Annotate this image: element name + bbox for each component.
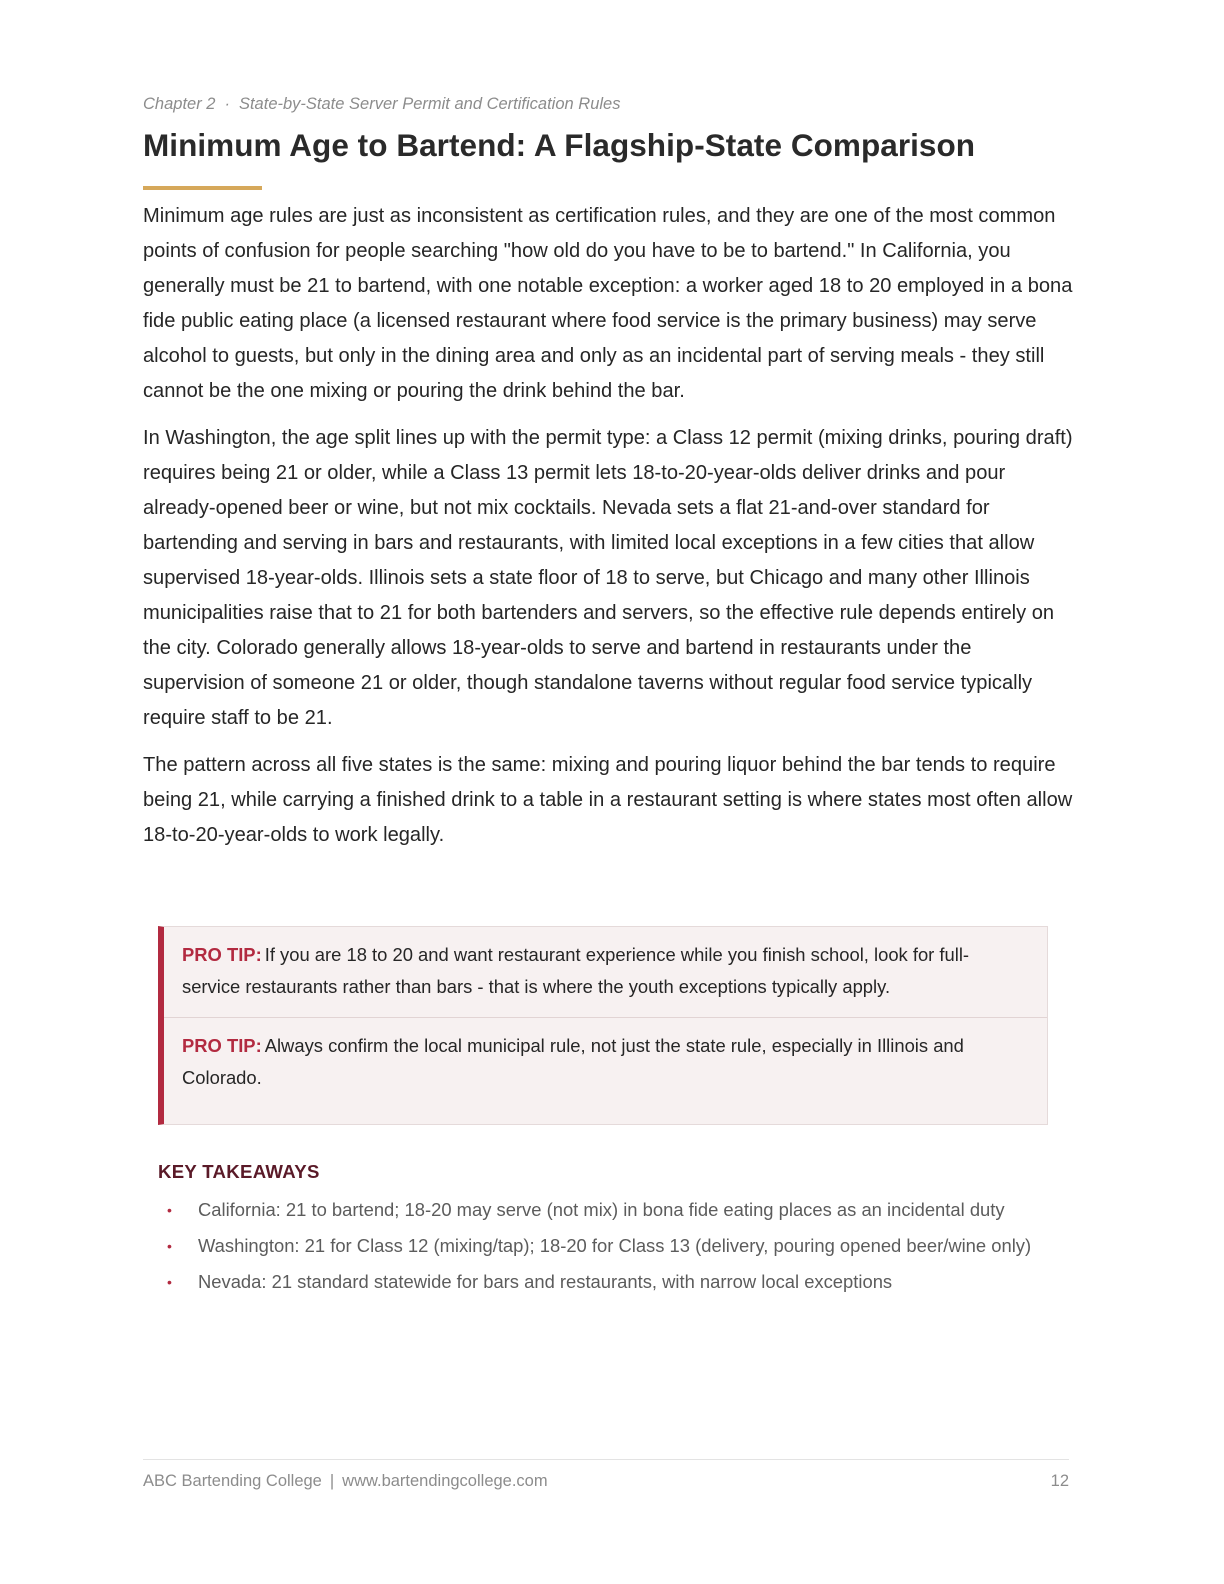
page-number: 12 xyxy=(1050,1472,1069,1490)
chapter-separator: · xyxy=(224,95,230,113)
key-takeaways-heading: KEY TAKEAWAYS xyxy=(158,1161,320,1182)
pro-tip-label: PRO TIP: xyxy=(182,1035,262,1056)
pro-tip xyxy=(164,927,1047,1003)
footer-divider xyxy=(143,1459,1069,1460)
title-accent-rule xyxy=(143,186,262,190)
pro-tip xyxy=(164,1017,1047,1094)
takeaway-text: Washington: 21 for Class 12 (mixing/tap); 18-20 for Class 13 (delivery, pouring opened beer/wine only) xyxy=(198,1235,1032,1256)
chapter-label: Chapter 2 xyxy=(143,95,216,113)
key-takeaways-list xyxy=(158,1194,1063,1302)
pro-tip-text: Always confirm the local municipal rule, not just the state rule, especially in Illinois and Colorado. xyxy=(182,1035,964,1088)
list-item xyxy=(158,1266,1063,1298)
footer-org: ABC Bartending College xyxy=(143,1472,322,1490)
pro-tip-text: If you are 18 to 20 and want restaurant experience while you finish school, look for full-service restaurants rather than bars - that is where the youth exceptions typically apply. xyxy=(182,944,970,997)
bullet-icon: • xyxy=(167,1238,172,1254)
bullet-icon: • xyxy=(167,1202,172,1218)
list-item xyxy=(158,1194,1063,1226)
pro-tip-label: PRO TIP: xyxy=(182,944,262,965)
page-title: Minimum Age to Bartend: A Flagship-State Comparison xyxy=(143,127,976,163)
bullet-icon: • xyxy=(167,1274,172,1290)
document-page xyxy=(143,0,1078,1584)
footer-url: www.bartendingcollege.com xyxy=(342,1472,548,1490)
list-item xyxy=(158,1230,1063,1262)
footer-credit xyxy=(143,1472,548,1491)
section-label: State-by-State Server Permit and Certification Rules xyxy=(238,95,621,113)
paragraph-intro: Minimum age rules are just as inconsistent as certification rules, and they are one of the most common points of confusion for people searching "how old do you have to be to bartend." In California, you generally must be 21 to bartend, with one notable exception: a worker aged 18 to 20 employed in a bona fide public eating place (a licensed restaurant where food service is the primary business) may serve alcohol to guests, but only in the dining area and only as an incidental part of serving meals - they still cannot be the one mixing or pouring the drink behind the bar. xyxy=(143,205,1073,402)
paragraph-states: In Washington, the age split lines up with the permit type: a Class 12 permit (mixing drinks, pouring draft) requires being 21 or older, while a Class 13 permit lets 18-to-20-year-olds deliver drinks and pour already-opened beer or wine, but not mix cocktails. Nevada sets a flat 21-and-over standard for bartending and serving in bars and restaurants, with limited local exceptions in a few cities that allow supervised 18-year-olds. Illinois sets a state floor of 18 to serve, but Chicago and many other Illinois municipalities raise that to 21 for both bartenders and servers, so the effective rule depends entirely on the city. Colorado generally allows 18-year-olds to serve and bartend in restaurants under the supervision of someone 21 or older, though standalone taverns without regular food service typically require staff to be 21. xyxy=(143,427,1073,729)
body-text xyxy=(143,199,1078,865)
takeaway-text: Nevada: 21 standard statewide for bars and restaurants, with narrow local exceptions xyxy=(198,1271,893,1292)
paragraph-pattern: The pattern across all five states is the same: mixing and pouring liquor behind the bar tends to require being 21, while carrying a finished drink to a table in a restaurant setting is where states most often allow 18-to-20-year-olds to work legally. xyxy=(143,754,1073,846)
chapter-header xyxy=(143,95,620,114)
pro-tips-callout xyxy=(158,926,1048,1125)
footer-separator: | xyxy=(329,1472,335,1490)
takeaway-text: California: 21 to bartend; 18-20 may serve (not mix) in bona fide eating places as an incidental duty xyxy=(198,1199,1005,1220)
